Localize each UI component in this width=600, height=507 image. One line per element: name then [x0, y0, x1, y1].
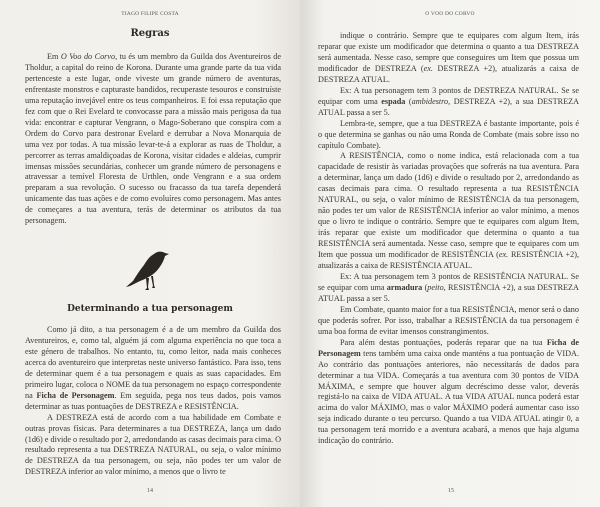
- text-run: (: [405, 96, 412, 106]
- text-run: . Em seguida, pega nos teus dados, pois vamos determinar as tuas pontuações de DESTREZA e RESISTÊNCIA.: [25, 390, 281, 411]
- rules-text: [318, 31, 579, 447]
- paragraph: [318, 119, 579, 152]
- text-run: DESTREZA +2), atualizarás a caixa de DESTREZA ATUAL.: [318, 63, 579, 84]
- crow-icon: [124, 250, 170, 292]
- text-run: RESISTÊNCIA +2), atualizarás a caixa de RESISTÊNCIA ATUAL.: [318, 250, 580, 271]
- page-number: 14: [147, 488, 153, 494]
- bold-text: armadura: [386, 282, 423, 292]
- text-run: RESISTÊNCIA +2), a sua DESTREZA ATUAL passa a ser 5.: [318, 282, 579, 303]
- page-number: 15: [448, 488, 454, 494]
- text-run: , tu és um membro da Guilda dos Aventureiros de Tholdur, a capital do reino de Korona. Durante uma grande parte da tua vida pertenceste a este lugar, onde viveste um grande número de aventuras, enfrentaste monstros e capturaste bandidos, recuperaste tesouros e construíste uma reputação invejável entre os teus companheiros. E foi essa reputação que fez com que o Rei Evelard te convocasse para a missão mais perigosa da tua vida: encontrar e capturar Vengrann, o Mago-Soberano que conspira com a Ordem do Corvo para destronar Evelard e derrubar a Nova Monarquia de uma vez por todas. A tua missão levar-te-á a explorar as ruas de Tholdur, a percorrer as terras amaldiçoadas de Korona, visitar cidades e aldeias, cumprir imensas missões secundárias, conhecer um grande número de personagens e atravessar a temível Floresta de Urthlen, onde Vengrann e a sua ordem preparam a sua revolução. O sucesso ou fracasso da tua tarefa dependerá unicamente das tuas ações e de como evoluíres como personagem. Mas antes de começares a tua aventura, terás de determinar os atributos da tua personagem.: [25, 52, 282, 226]
- text-run: Ex: A tua personagem tem 3 pontos de RESISTÊNCIA NATURAL. Se se equipar com uma: [318, 271, 579, 292]
- text-run: Para além destas pontuações, poderás reparar que na tua: [340, 337, 547, 347]
- bold-text: espada: [381, 96, 406, 106]
- text-run: Lembra-te, sempre, que a tua DESTREZA é bastante importante, pois é o que determina se ganhas ou não uma Ronda de Combate (mais sobre isso no capítulo Combate).: [318, 118, 579, 150]
- section-subtitle: Determinando a tua personagem: [67, 304, 233, 314]
- text-run: (: [422, 282, 428, 292]
- italic-text: peito,: [427, 282, 446, 292]
- text-run: indique o contrário. Sempre que te equipares com algum Item, irás reparar que existe um modificador que determina o quanto a tua DESTREZA será aumentada. Nesse caso, sempre que conseguires um Item que possua um modificador de DESTREZA (: [318, 31, 579, 73]
- italic-text: ambidestro,: [411, 96, 451, 106]
- bold-text: Ficha de Personagem: [318, 337, 579, 358]
- text-run: DESTREZA +2), a sua DESTREZA ATUAL passa a ser 5.: [318, 96, 579, 117]
- paragraph: [318, 151, 579, 271]
- section-text: [25, 325, 281, 478]
- section-title: Regras: [130, 28, 170, 39]
- text-run: Em Combate, quanto maior for a tua RESISTÊNCIA, menor será o dano que poderás sofrer. Por isso, trabalhar a RESISTÊNCIA da tua personagem é uma boa forma de evitar imensos constrangimentos.: [318, 304, 579, 336]
- running-head: O VOO DO CORVO: [425, 11, 475, 17]
- paragraph: [318, 305, 579, 338]
- italic-text: ex.: [423, 63, 433, 73]
- running-head: TIAGO FILIPE COSTA: [121, 11, 179, 17]
- paragraph: [318, 31, 579, 86]
- paragraph: [25, 52, 281, 227]
- intro-text: [25, 52, 281, 227]
- paragraph: [25, 413, 281, 479]
- paragraph: [318, 86, 579, 119]
- text-run: Em: [47, 52, 61, 61]
- bold-text: Ficha de Personagem: [36, 390, 115, 400]
- paragraph: [318, 338, 579, 448]
- paragraph: [25, 325, 281, 413]
- italic-text: O Voo do Corvo: [60, 52, 116, 61]
- text-run: Como já dito, a tua personagem é a de um membro da Guilda dos Aventureiros, e, como tal, alguém já com alguma experiência no que toca a este género de trabalhos. No entanto, tu, como leitor, nada mais conheces acerca do aventureiro que interpretas neste universo fantástico. Para isso, tens de determinar quem é a tua personagem e quais as suas capacidades. Em primeiro lugar, coloca o NOME da tua personagem no espaço correspondente na: [25, 325, 281, 400]
- text-run: tens também uma caixa onde manténs a tua pontuação de VIDA. Ao contrário das pontuações anteriores, não necessitarás de dados para determinar a tua VIDA. Começarás a tua aventura com 30 pontos de VIDA MÁXIMA, e sempre que houver algum decréscimo desse valor, deverás registá-lo na caixa de VIDA ATUAL. A tua VIDA ATUAL nunca poderá estar acima do valor MÁXIMO, mas o valor MÁXIMO poderá aumentar caso isso seja indicado durante o teu percurso. Quando a tua VIDA ATUAL atingir 0, a tua personagem terá morrido e a aventura acabará, a menos que haja alguma indicação do contrário.: [318, 348, 579, 446]
- text-run: A RESISTÊNCIA, como o nome indica, está relacionada com a tua capacidade de resistir às variadas provações que sofrerás na tua aventura. Para a determinar, lança um dado (1d6) e divide o resultado por 2, arredondando as casas decimais para cima. O resultado representa a tua RESISTÊNCIA NATURAL, ou seja, o valor mínimo de RESISTÊNCIA da tua personagem, não podes ter um valor de RESISTÊNCIA inferior ao valor mínimo, a menos que o livro te indique o contrário. Sempre que te equipares com algum Item, irás reparar que existe um modificador que determina o quanto a tua RESISTÊNCIA será aumentada. Nesse caso, sempre que te equipares com um Item que possua um modificador de RESISTÊNCIA (: [318, 151, 579, 260]
- text-run: Ex: A tua personagem tem 3 pontos de DESTREZA NATURAL. Se se equipar com uma: [318, 85, 579, 106]
- italic-text: ex.: [498, 250, 509, 260]
- text-run: A DESTREZA está de acordo com a tua habilidade em Combate e outras provas físicas. Para determinares a tua DESTREZA, lança um dado (1d6) e divide o resultado por 2, arredondando as casas decimais para cima. O resultado representa a tua DESTREZA NATURAL, ou seja, o valor mínimo de DESTREZA da tua personagem, ou seja, não podes ter um valor de DESTREZA inferior ao valor mínimo, a menos que o livro te: [25, 412, 281, 477]
- paragraph: [318, 272, 579, 305]
